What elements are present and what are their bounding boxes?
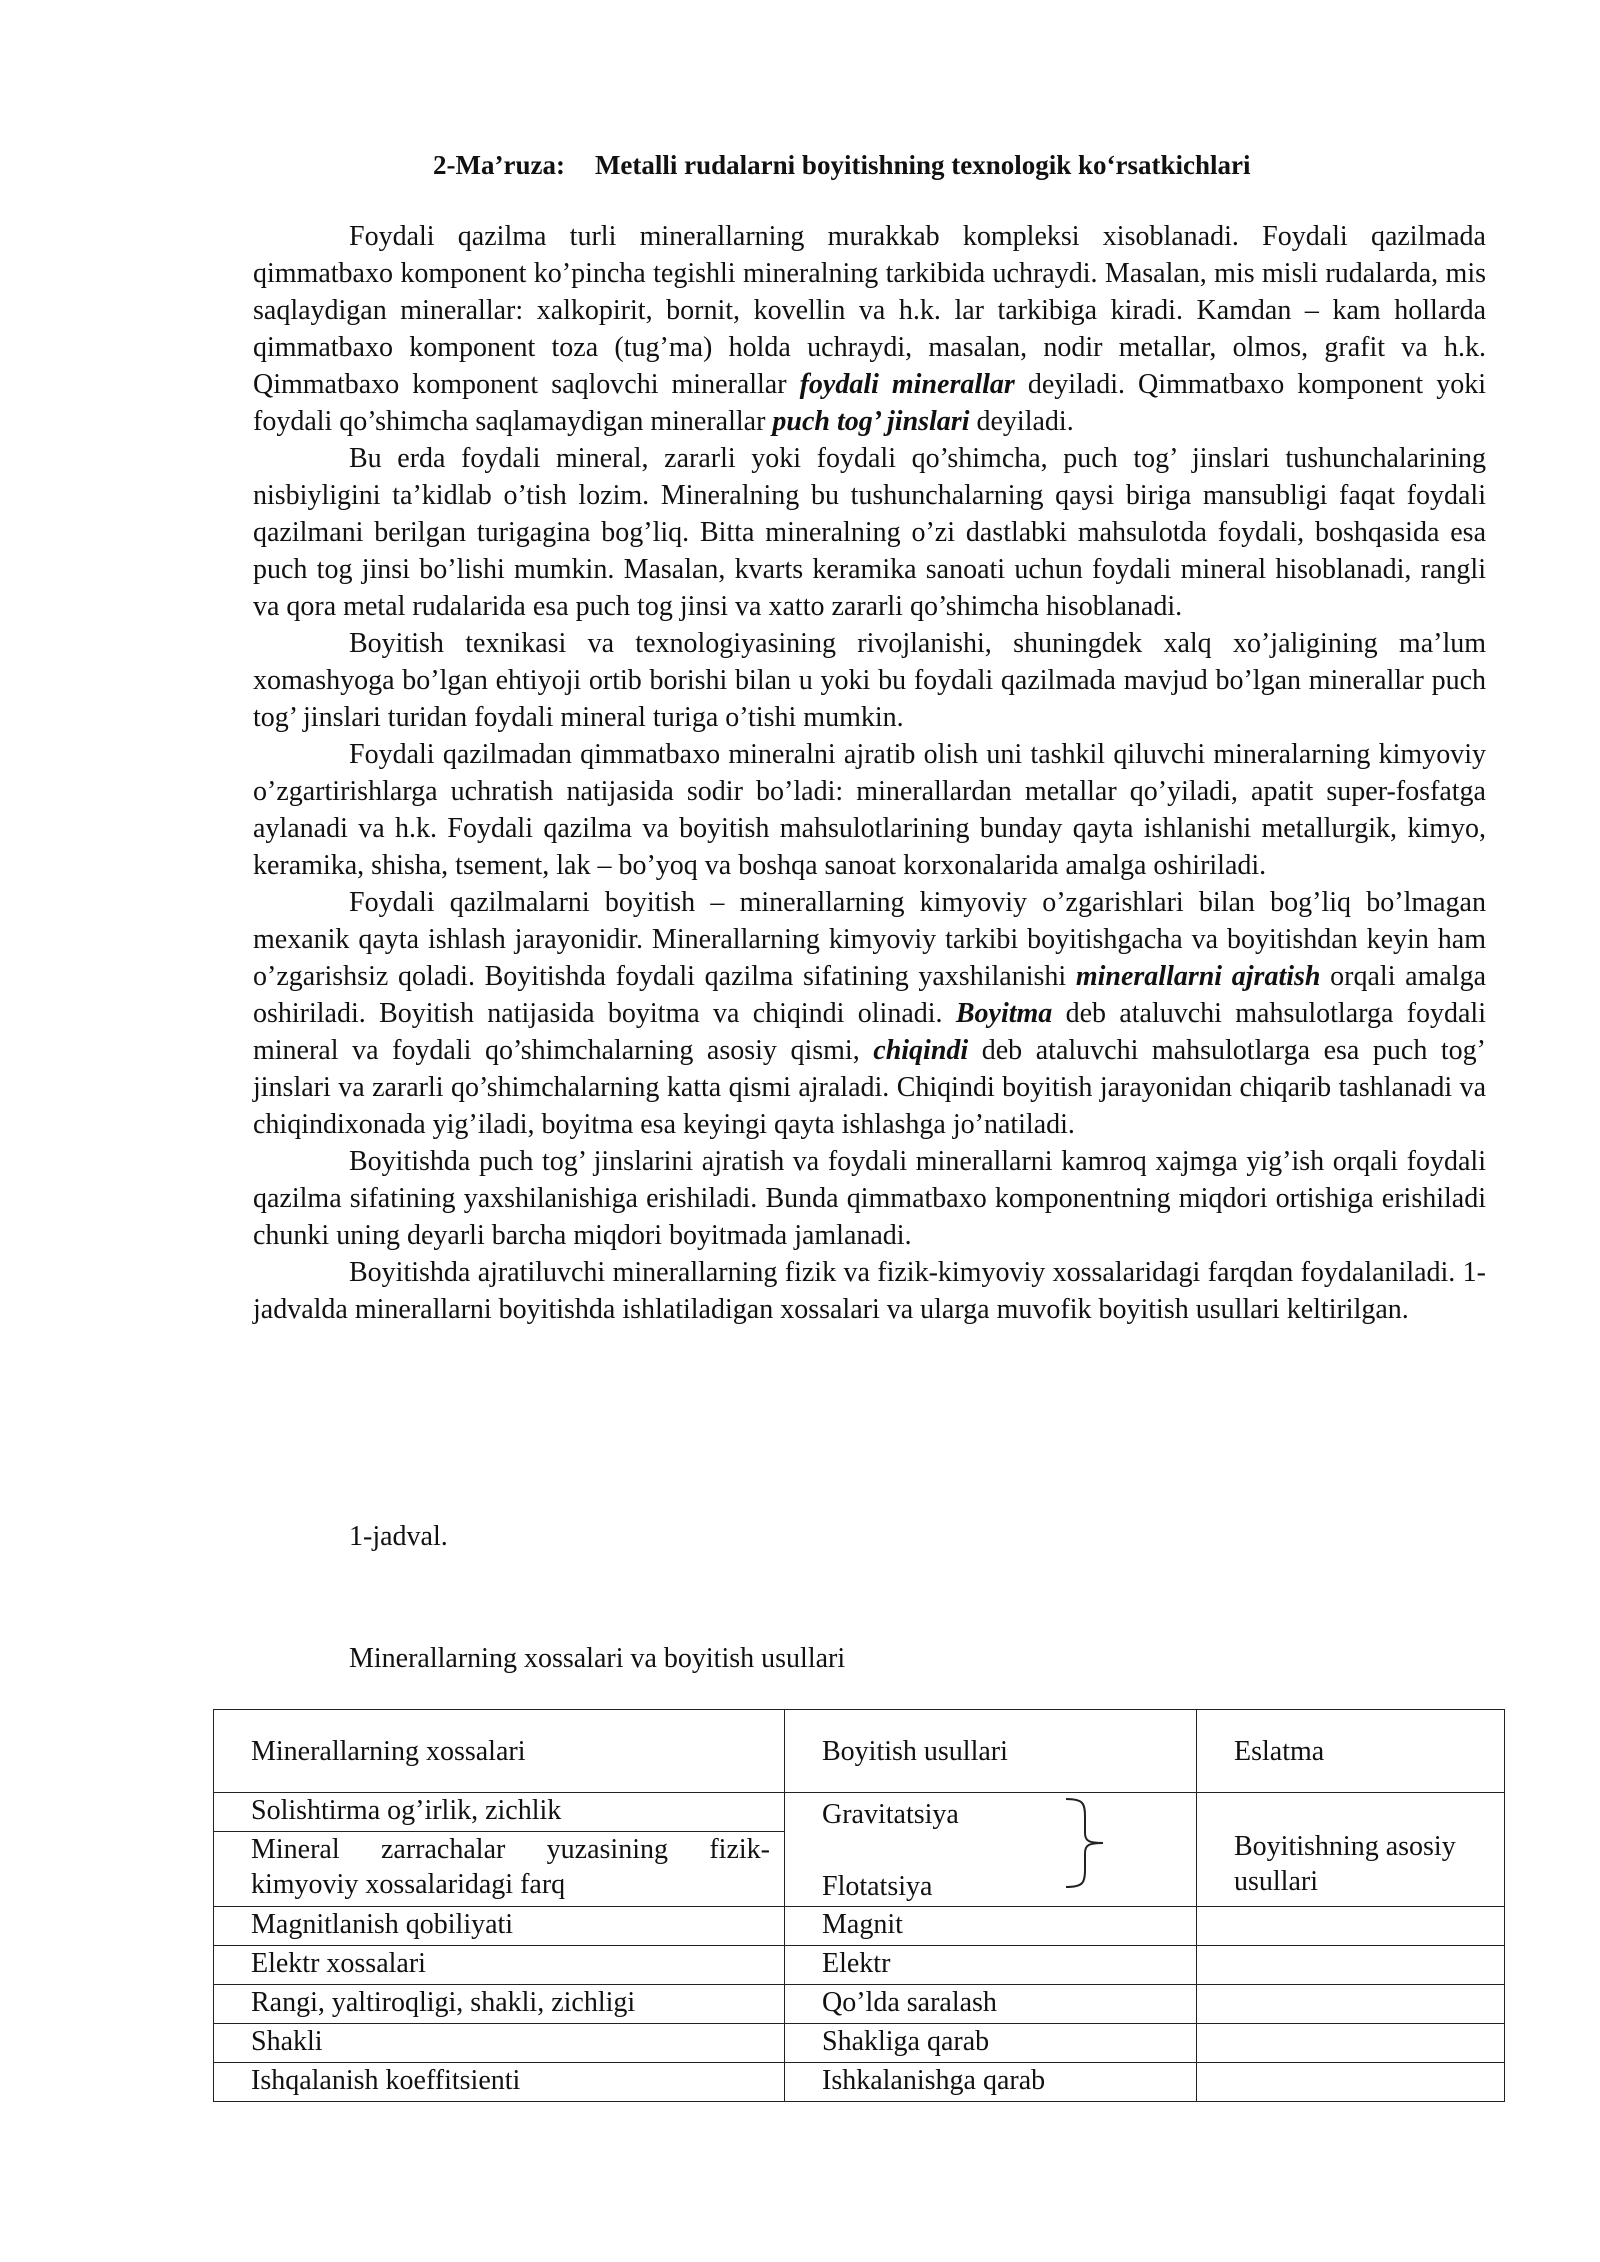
paragraph-7: Boyitishda ajratiluvchi minerallarning fizik va fizik-kimyoviy xossalaridagi farqdan foydalaniladi. 1-jadvalda minerallarni boyitishda ishlatiladigan xossalari va ularga muvofik boyitish usullari keltirilgan. [253, 1257, 1486, 1325]
paragraph-2: Bu erda foydali mineral, zararli yoki foydali qo’shimcha, puch tog’ jinslari tushunchalarining nisbiyligini ta’kidlab o’tish lozim. Mineralning bu tushunchalarning qaysi biriga mansubligi faqat foydali qazilmani berilgan turigagina bog’liq. Bitta mineralning o’zi dastlabki mahsulotda foydali, boshqasida esa puch tog jinsi bo’lishi mumkin. Masalan, kvarts keramika sanoati uchun foydali mineral hisoblanadi, rangli va qora metal rudalarida esa puch tog jinsi va xatto zararli qo’shimcha hisoblanadi. [253, 443, 1486, 622]
method-cell: Ishkalanishga qarab [785, 2063, 1197, 2102]
property-cell: Elektr xossalari [214, 1946, 785, 1985]
term-boyitma: Boyitma [955, 998, 1053, 1029]
term-minerallarni-ajratish: minerallarni ajratish [1075, 961, 1321, 992]
paragraph-text: deb ataluvchi mahsulotlarga esa puch tog’ jinslari va zararli qo’shimchalarning katta qismi ajraladi. Chiqindi boyitish jarayonidan chiqarib tashlanadi va chiqindixonada yig’iladi, boyitma esa keyingi qayta ishlashga jo’natiladi. [253, 1035, 1487, 1140]
lecture-title [433, 150, 1251, 181]
header-cell-note: Eslatma [1197, 1710, 1505, 1793]
paragraph-3: Boyitish texnikasi va texnologiyasining rivojlanishi, shuningdek xalq xo’jaligining ma’lum xomashyoga bo’lgan ehtiyoji ortib borishi bilan u yoki bu foydali qazilmada mavjud bo’lgan minerallar puch tog’ jinslari turidan foydali mineral turiga o’tishi mumkin. [253, 628, 1486, 733]
note-cell [1197, 2063, 1505, 2102]
right-brace-icon [1063, 1797, 1107, 1889]
header-cell-methods: Boyitish usullari [785, 1710, 1197, 1793]
note-cell [1197, 1985, 1505, 2024]
property-cell: Ishqalanish koeffitsienti [214, 2063, 785, 2102]
term-puch-tog-jinslari: puch tog’ jinslari [772, 406, 970, 437]
paragraph-text: Foydali qazilma turli minerallarning murakkab kompleksi xisoblanadi. Foydali qazilmada qimmatbaxo komponent ko’pincha tegishli mineralning tarkibida uchraydi. Masalan, mis misli rudalarda, mis saqlaydigan minerallar: xalkopirit, bornit, kovellin va h.k. lar tarkibiga kiradi. Kamdan – kam hollarda qimmatbaxo komponent toza (tug’ma) holda uchraydi, masalan, nodir metallar, olmos, grafit va h.k. Qimmatbaxo komponent saqlovchi minerallar [253, 221, 1486, 400]
property-cell: Rangi, yaltiroqligi, shakli, zichligi [214, 1985, 785, 2024]
paragraph-text: Foydali qazilmalarni boyitish – minerallarning kimyoviy o’zgarishlari bilan bog’liq bo’lmagan mexanik qayta ishlash jarayonidir. Minerallarning kimyoviy tarkibi boyitishgacha va boyitishdan keyin ham o’zgarishsiz qoladi. Boyitishda foydali qazilma sifatining yaxshilanishi [253, 887, 1486, 992]
lecture-title-text: Metalli rudalarni boyitishning texnologik ko‘rsatkichlari [594, 150, 1251, 180]
method-cell: Magnit [785, 1907, 1197, 1946]
properties-table [213, 1709, 1505, 2102]
term-chiqindi: chiqindi [873, 1035, 969, 1066]
paragraph-6: Boyitishda puch tog’ jinslarini ajratish va foydali minerallarni kamroq xajmga yig’ish orqali foydali qazilma sifatining yaxshilanishiga erishiladi. Bunda qimmatbaxo komponentning miqdori ortishiga erishiladi chunki uning deyarli barcha miqdori boyitmada jamlanadi. [253, 1146, 1486, 1251]
method-cell: Elektr [785, 1946, 1197, 1985]
note-cell [1197, 1907, 1505, 1946]
paragraph-1 [253, 218, 1486, 440]
method-gravitatsiya: Gravitatsiya [822, 1799, 959, 1830]
property-cell: Solishtirma og’irlik, zichlik [214, 1793, 785, 1832]
header-cell-properties: Minerallarning xossalari [214, 1710, 785, 1793]
table-row [214, 1985, 1505, 2024]
body-text [253, 218, 1486, 1328]
method-cell: Shakliga qarab [785, 2024, 1197, 2063]
property-cell: Mineral zarrachalar yuzasining fizik-kimyoviy xossalaridagi farq [214, 1832, 785, 1907]
paragraph-text: orqali amalga oshiriladi. Boyitish natijasida boyitma va chiqindi olinadi. [253, 961, 1486, 1029]
table-row [214, 1793, 1505, 1832]
term-foydali-minerallar: foydali minerallar [799, 369, 1015, 400]
table-label: 1-jadval. [349, 1521, 448, 1552]
table-row [214, 2063, 1505, 2102]
table-caption: Minerallarning xossalari va boyitish usullari [349, 1643, 846, 1674]
table-row [214, 1907, 1505, 1946]
paragraph-text: deyiladi. [969, 406, 1074, 437]
note-text: Boyitishning asosiy usullari [1234, 1831, 1456, 1897]
property-cell: Magnitlanish qobiliyati [214, 1907, 785, 1946]
methods-merged-cell [785, 1793, 1197, 1907]
paragraph-text: deyiladi. Qimmatbaxo komponent yoki foydali qo’shimcha saqlamaydigan minerallar [253, 369, 1486, 437]
property-cell: Shakli [214, 2024, 785, 2063]
table-header-row [214, 1710, 1505, 1793]
lecture-number: 2-Ma’ruza: [433, 150, 565, 180]
table-row [214, 2024, 1505, 2063]
table-row [214, 1946, 1505, 1985]
paragraph-text: deb ataluvchi mahsulotlarga foydali mineral va foydali qo’shimchalarning asosiy qismi, [253, 998, 1486, 1066]
paragraph-4: Foydali qazilmadan qimmatbaxo mineralni ajratib olish uni tashkil qiluvchi mineralarning kimyoviy o’zgartirishlarga uchratish natijasida sodir bo’ladi: minerallardan metallar qo’yiladi, apatit super-fosfatga aylanadi va h.k. Foydali qazilma va boyitish mahsulotlarining bunday qayta ishlanishi metallurgik, kimyo, keramika, shisha, tsement, lak – bo’yoq va boshqa sanoat korxonalarida amalga oshiriladi. [253, 739, 1486, 881]
note-merged-cell [1197, 1793, 1505, 1907]
note-cell [1197, 2024, 1505, 2063]
note-cell [1197, 1946, 1505, 1985]
paragraph-5 [253, 884, 1486, 1143]
method-flotatsiya: Flotatsiya [822, 1871, 933, 1902]
method-cell: Qo’lda saralash [785, 1985, 1197, 2024]
